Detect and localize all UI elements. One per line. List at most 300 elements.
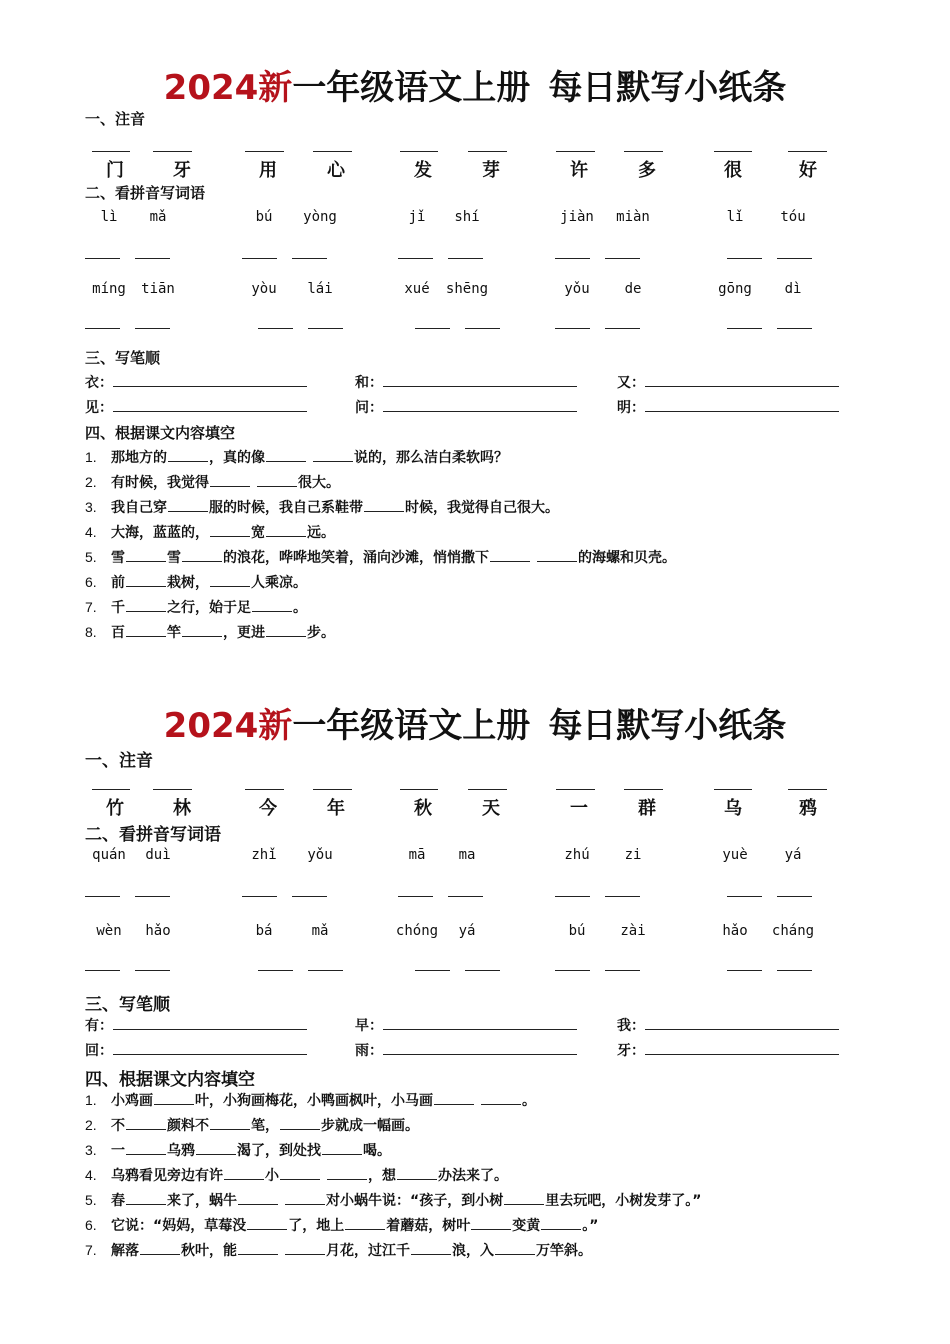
item-number: 1. <box>85 1092 97 1108</box>
item-text: 喝。 <box>363 1143 391 1159</box>
item-text: 步。 <box>307 625 335 641</box>
fill-blank-line[interactable] <box>266 460 306 462</box>
item-text: 笔， <box>251 1118 279 1134</box>
item-number: 6. <box>85 574 97 590</box>
stroke-order-char: 问： <box>355 400 383 416</box>
fill-blank-line[interactable] <box>490 560 530 562</box>
pinyin-syllable: tiān <box>141 281 175 297</box>
pinyin-syllable: mǎ <box>149 209 167 225</box>
word-answer-line[interactable] <box>85 258 120 259</box>
pinyin-answer-line[interactable] <box>714 789 752 790</box>
pinyin-answer-line[interactable] <box>714 151 752 152</box>
fill-blank-line[interactable] <box>322 1153 362 1155</box>
fill-blank-line[interactable] <box>126 1128 166 1130</box>
word-answer-line[interactable] <box>308 328 343 329</box>
item-text: 说的，那么洁白柔软吗？ <box>354 450 508 466</box>
stroke-order-field <box>85 1040 307 1060</box>
fill-blank-item <box>85 447 508 467</box>
fill-blank-line[interactable] <box>210 1128 250 1130</box>
stroke-order-field <box>85 1015 307 1035</box>
word-answer-line[interactable] <box>777 328 812 329</box>
zhuyin-character: 好 <box>799 160 817 181</box>
word-answer-line[interactable] <box>555 896 590 897</box>
fill-blank-item <box>85 522 335 542</box>
pinyin-syllable: zhú <box>564 847 590 863</box>
zhuyin-character: 鸦 <box>799 798 817 819</box>
item-text: 颜料不 <box>167 1118 209 1134</box>
word-answer-line[interactable] <box>85 896 120 897</box>
fill-blank-line[interactable] <box>397 1178 437 1180</box>
fill-blank-line[interactable] <box>280 1128 320 1130</box>
pinyin-syllable: yá <box>458 923 476 939</box>
item-text: ，想 <box>368 1168 396 1184</box>
word-answer-line[interactable] <box>135 258 170 259</box>
word-answer-line[interactable] <box>292 896 327 897</box>
fill-blank-item <box>85 1215 598 1235</box>
item-text: ，真的像 <box>209 450 265 466</box>
stroke-order-char: 雨： <box>355 1043 383 1059</box>
word-answer-line[interactable] <box>448 258 483 259</box>
pinyin-syllable: shēng <box>445 281 489 297</box>
word-answer-line[interactable] <box>777 258 812 259</box>
zhuyin-character: 门 <box>106 160 124 181</box>
stroke-order-field <box>617 397 839 417</box>
fill-blank-line[interactable] <box>126 635 166 637</box>
fill-blank-item <box>85 547 676 567</box>
stroke-order-char: 我： <box>617 1018 645 1034</box>
fill-blank-line[interactable] <box>327 1178 367 1180</box>
stroke-order-char: 明： <box>617 400 645 416</box>
zhuyin-character: 芽 <box>482 160 500 181</box>
fill-blank-line[interactable] <box>196 1153 236 1155</box>
fill-blank-item <box>85 497 559 517</box>
pinyin-syllable: mǎ <box>311 923 329 939</box>
word-answer-line[interactable] <box>258 970 293 971</box>
worksheet-title <box>0 60 950 109</box>
item-text: 之行，始于足 <box>167 600 251 616</box>
fill-blank-line[interactable] <box>266 635 306 637</box>
item-text: 服的时候，我自己系鞋带 <box>209 500 363 516</box>
item-text: 一 <box>111 1143 125 1159</box>
pinyin-answer-line[interactable] <box>788 789 827 790</box>
stroke-order-field <box>355 1040 577 1060</box>
word-answer-line[interactable] <box>308 970 343 971</box>
title-daily-dictation: 每日默写小纸条 <box>548 68 787 108</box>
word-answer-line[interactable] <box>242 258 277 259</box>
stroke-order-field <box>355 1015 577 1035</box>
pinyin-syllable: dì <box>784 281 802 297</box>
pinyin-syllable: zhǐ <box>251 847 277 863</box>
item-text: 步就成一幅画。 <box>321 1118 419 1134</box>
section-stroke-order-label: 三、写笔顺 <box>85 995 170 1015</box>
item-text: 我自己穿 <box>111 500 167 516</box>
stroke-order-answer-line[interactable] <box>113 411 307 412</box>
pinyin-answer-line[interactable] <box>400 151 438 152</box>
pinyin-syllable: bú <box>255 209 273 225</box>
fill-blank-item <box>85 1240 592 1260</box>
item-text: 时候，我觉得自己很大。 <box>405 500 559 516</box>
item-text: 小鸡画 <box>111 1093 153 1109</box>
pinyin-syllable: hǎo <box>145 923 171 939</box>
stroke-order-field <box>617 372 839 392</box>
word-answer-line[interactable] <box>448 896 483 897</box>
pinyin-syllable: ma <box>458 847 476 863</box>
pinyin-syllable: jiàn <box>560 209 594 225</box>
item-text: 乌鸦 <box>167 1143 195 1159</box>
pinyin-syllable: gōng <box>718 281 752 297</box>
fill-blank-line[interactable] <box>126 1203 166 1205</box>
item-text: 小 <box>265 1168 279 1184</box>
item-text: ，更进 <box>223 625 265 641</box>
item-text: 里去玩吧，小树发芽了。” <box>545 1193 702 1209</box>
pinyin-answer-line[interactable] <box>468 789 507 790</box>
word-answer-line[interactable] <box>605 970 640 971</box>
zhuyin-character: 秋 <box>414 798 432 819</box>
pinyin-syllable: miàn <box>616 209 650 225</box>
stroke-order-answer-line[interactable] <box>113 1054 307 1055</box>
fill-blank-line[interactable] <box>140 1253 180 1255</box>
word-answer-line[interactable] <box>555 258 590 259</box>
stroke-order-answer-line[interactable] <box>645 386 839 387</box>
fill-blank-line[interactable] <box>280 1178 320 1180</box>
stroke-order-field <box>617 1015 839 1035</box>
pinyin-answer-line[interactable] <box>245 151 284 152</box>
stroke-order-char: 回： <box>85 1043 113 1059</box>
item-text: 的海螺和贝壳。 <box>578 550 676 566</box>
item-text: 万竿斜。 <box>536 1243 592 1259</box>
section-fill-blank-label: 四、根据课文内容填空 <box>85 1070 255 1090</box>
item-text: 很大。 <box>298 475 340 491</box>
item-number: 6. <box>85 1217 97 1233</box>
zhuyin-character: 用 <box>259 160 277 181</box>
item-text: 竿 <box>167 625 181 641</box>
word-answer-line[interactable] <box>398 258 433 259</box>
zhuyin-character: 发 <box>414 160 432 181</box>
fill-blank-line[interactable] <box>285 1203 325 1205</box>
item-text: 浪，入 <box>452 1243 494 1259</box>
pinyin-answer-line[interactable] <box>468 151 507 152</box>
stroke-order-answer-line[interactable] <box>383 1029 577 1030</box>
stroke-order-char: 又： <box>617 375 645 391</box>
zhuyin-character: 今 <box>259 798 277 819</box>
zhuyin-character: 心 <box>327 160 345 181</box>
pinyin-answer-line[interactable] <box>92 151 130 152</box>
pinyin-syllable: de <box>624 281 642 297</box>
pinyin-answer-line[interactable] <box>788 151 827 152</box>
fill-blank-line[interactable] <box>210 585 250 587</box>
word-answer-line[interactable] <box>727 896 762 897</box>
item-text: 。” <box>582 1218 599 1234</box>
title-year-new: 2024新 <box>163 706 293 746</box>
word-answer-line[interactable] <box>777 970 812 971</box>
item-number: 5. <box>85 1192 97 1208</box>
word-answer-line[interactable] <box>727 258 762 259</box>
pinyin-syllable: zài <box>620 923 646 939</box>
item-text: 乌鸦看见旁边有许 <box>111 1168 223 1184</box>
item-text: 前 <box>111 575 125 591</box>
title-year-new: 2024新 <box>163 68 293 108</box>
word-answer-line[interactable] <box>135 328 170 329</box>
item-text: 人乘凉。 <box>251 575 307 591</box>
item-text: 它说：“妈妈，草莓没 <box>111 1218 247 1234</box>
zhuyin-character: 林 <box>173 798 191 819</box>
zhuyin-character: 很 <box>724 160 742 181</box>
fill-blank-line[interactable] <box>471 1228 511 1230</box>
item-number: 2. <box>85 1117 97 1133</box>
item-text: 叶，小狗画梅花，小鸭画枫叶，小马画 <box>195 1093 433 1109</box>
zhuyin-character: 多 <box>638 160 656 181</box>
fill-blank-line[interactable] <box>210 535 250 537</box>
pinyin-syllable: hǎo <box>722 923 748 939</box>
fill-blank-line[interactable] <box>210 485 250 487</box>
item-text: 有时候，我觉得 <box>111 475 209 491</box>
section-pinyin-words-label: 二、看拼音写词语 <box>85 825 221 845</box>
item-text: 远。 <box>307 525 335 541</box>
stroke-order-answer-line[interactable] <box>383 1054 577 1055</box>
zhuyin-character: 群 <box>638 798 656 819</box>
item-text: 雪 <box>111 550 125 566</box>
pinyin-answer-line[interactable] <box>313 151 352 152</box>
fill-blank-line[interactable] <box>364 510 404 512</box>
pinyin-syllable: lái <box>307 281 333 297</box>
word-answer-line[interactable] <box>605 258 640 259</box>
item-text: 对小蜗牛说：“孩子，到小树 <box>326 1193 504 1209</box>
fill-blank-item <box>85 1115 419 1135</box>
stroke-order-answer-line[interactable] <box>383 411 577 412</box>
fill-blank-item <box>85 1090 536 1110</box>
item-number: 8. <box>85 624 97 640</box>
fill-blank-line[interactable] <box>257 485 297 487</box>
fill-blank-item <box>85 472 340 492</box>
word-answer-line[interactable] <box>465 328 500 329</box>
title-grade-book: 一年级语文上册 <box>292 706 531 746</box>
stroke-order-field <box>617 1040 839 1060</box>
stroke-order-answer-line[interactable] <box>645 1029 839 1030</box>
pinyin-answer-line[interactable] <box>153 151 192 152</box>
item-number: 7. <box>85 599 97 615</box>
item-text: 雪 <box>167 550 181 566</box>
pinyin-syllable: lì <box>100 209 118 225</box>
stroke-order-answer-line[interactable] <box>645 1054 839 1055</box>
item-text: 来了，蜗牛 <box>167 1193 237 1209</box>
stroke-order-char: 早： <box>355 1018 383 1034</box>
pinyin-syllable: míng <box>92 281 126 297</box>
pinyin-syllable: yǒu <box>564 281 590 297</box>
fill-blank-line[interactable] <box>495 1253 535 1255</box>
fill-blank-line[interactable] <box>537 560 577 562</box>
pinyin-syllable: lǐ <box>726 209 744 225</box>
word-answer-line[interactable] <box>85 328 120 329</box>
fill-blank-line[interactable] <box>252 610 292 612</box>
item-text: 办法来了。 <box>438 1168 508 1184</box>
zhuyin-character: 乌 <box>724 798 742 819</box>
pinyin-answer-line[interactable] <box>92 789 130 790</box>
pinyin-syllable: yuè <box>722 847 748 863</box>
pinyin-answer-line[interactable] <box>245 789 284 790</box>
pinyin-syllable: cháng <box>771 923 815 939</box>
item-text: 着蘑菇，树叶 <box>386 1218 471 1234</box>
word-answer-line[interactable] <box>258 328 293 329</box>
pinyin-syllable: shí <box>454 209 480 225</box>
section-zhuyin-label: 一、注音 <box>85 751 153 771</box>
pinyin-syllable: duì <box>145 847 171 863</box>
item-text: 不 <box>111 1118 125 1134</box>
word-answer-line[interactable] <box>415 970 450 971</box>
fill-blank-line[interactable] <box>434 1103 474 1105</box>
section-stroke-order-label: 三、写笔顺 <box>85 349 161 367</box>
pinyin-answer-line[interactable] <box>624 151 663 152</box>
stroke-order-answer-line[interactable] <box>113 386 307 387</box>
fill-blank-item <box>85 597 307 617</box>
item-number: 3. <box>85 1142 97 1158</box>
word-answer-line[interactable] <box>465 970 500 971</box>
item-text: 。 <box>293 600 307 616</box>
word-answer-line[interactable] <box>292 258 327 259</box>
stroke-order-field <box>85 372 307 392</box>
word-answer-line[interactable] <box>85 970 120 971</box>
fill-blank-line[interactable] <box>126 585 166 587</box>
item-text: 栽树， <box>167 575 209 591</box>
stroke-order-char: 牙： <box>617 1043 645 1059</box>
pinyin-syllable: jǐ <box>408 209 426 225</box>
fill-blank-line[interactable] <box>541 1228 581 1230</box>
pinyin-answer-line[interactable] <box>624 789 663 790</box>
fill-blank-line[interactable] <box>224 1178 264 1180</box>
item-number: 7. <box>85 1242 97 1258</box>
item-number: 4. <box>85 524 97 540</box>
pinyin-syllable: bú <box>568 923 586 939</box>
zhuyin-character: 年 <box>327 798 345 819</box>
fill-blank-line[interactable] <box>345 1228 385 1230</box>
zhuyin-character: 牙 <box>173 160 191 181</box>
item-number: 5. <box>85 549 97 565</box>
fill-blank-item <box>85 572 307 592</box>
pinyin-syllable: yǒu <box>307 847 333 863</box>
fill-blank-line[interactable] <box>481 1103 521 1105</box>
item-text: 百 <box>111 625 125 641</box>
fill-blank-item <box>85 1190 701 1210</box>
fill-blank-line[interactable] <box>247 1228 287 1230</box>
pinyin-syllable: tóu <box>780 209 806 225</box>
word-answer-line[interactable] <box>415 328 450 329</box>
section-zhuyin-label: 一、注音 <box>85 110 146 128</box>
fill-blank-line[interactable] <box>168 460 208 462</box>
fill-blank-line[interactable] <box>238 1253 278 1255</box>
stroke-order-field <box>355 372 577 392</box>
item-text: 了，地上 <box>288 1218 345 1234</box>
stroke-order-char: 和： <box>355 375 383 391</box>
pinyin-answer-line[interactable] <box>313 789 352 790</box>
item-number: 1. <box>85 449 97 465</box>
stroke-order-char: 见： <box>85 400 113 416</box>
word-answer-line[interactable] <box>135 896 170 897</box>
word-answer-line[interactable] <box>605 328 640 329</box>
pinyin-syllable: yá <box>784 847 802 863</box>
item-text: 春 <box>111 1193 125 1209</box>
fill-blank-line[interactable] <box>266 535 306 537</box>
pinyin-answer-line[interactable] <box>556 789 595 790</box>
item-text: 渴了，到处找 <box>237 1143 321 1159</box>
item-text: 的浪花，哗哗地笑着，涌向沙滩，悄悄撒下 <box>223 550 489 566</box>
item-text: 解落 <box>111 1243 139 1259</box>
word-answer-line[interactable] <box>727 328 762 329</box>
fill-blank-line[interactable] <box>238 1203 278 1205</box>
item-text: 月花，过江千 <box>326 1243 410 1259</box>
word-answer-line[interactable] <box>605 896 640 897</box>
item-number: 4. <box>85 1167 97 1183</box>
pinyin-syllable: yòu <box>251 281 277 297</box>
zhuyin-character: 许 <box>570 160 588 181</box>
fill-blank-item <box>85 1165 508 1185</box>
fill-blank-line[interactable] <box>411 1253 451 1255</box>
item-text: 大海，蓝蓝的， <box>111 525 209 541</box>
fill-blank-line[interactable] <box>168 510 208 512</box>
word-answer-line[interactable] <box>242 896 277 897</box>
fill-blank-item <box>85 622 335 642</box>
fill-blank-line[interactable] <box>285 1253 325 1255</box>
fill-blank-line[interactable] <box>126 560 166 562</box>
word-answer-line[interactable] <box>777 896 812 897</box>
fill-blank-line[interactable] <box>154 1103 194 1105</box>
pinyin-syllable: xué <box>404 281 430 297</box>
pinyin-answer-line[interactable] <box>400 789 438 790</box>
pinyin-syllable: wèn <box>96 923 122 939</box>
pinyin-syllable: quán <box>92 847 126 863</box>
section-fill-blank-label: 四、根据课文内容填空 <box>85 424 236 442</box>
item-text: 。 <box>522 1093 536 1109</box>
word-answer-line[interactable] <box>727 970 762 971</box>
word-answer-line[interactable] <box>555 328 590 329</box>
item-text: 变黄 <box>512 1218 541 1234</box>
pinyin-syllable: mā <box>408 847 426 863</box>
item-text: 那地方的 <box>111 450 167 466</box>
fill-blank-line[interactable] <box>182 560 222 562</box>
item-text: 千 <box>111 600 125 616</box>
word-answer-line[interactable] <box>135 970 170 971</box>
section-pinyin-words-label: 二、看拼音写词语 <box>85 184 206 202</box>
fill-blank-line[interactable] <box>313 460 353 462</box>
title-daily-dictation: 每日默写小纸条 <box>548 706 787 746</box>
item-number: 2. <box>85 474 97 490</box>
zhuyin-character: 天 <box>482 798 500 819</box>
pinyin-answer-line[interactable] <box>153 789 192 790</box>
item-number: 3. <box>85 499 97 515</box>
stroke-order-answer-line[interactable] <box>113 1029 307 1030</box>
zhuyin-character: 竹 <box>106 798 124 819</box>
fill-blank-line[interactable] <box>126 1153 166 1155</box>
fill-blank-line[interactable] <box>182 635 222 637</box>
word-answer-line[interactable] <box>555 970 590 971</box>
pinyin-syllable: zi <box>624 847 642 863</box>
fill-blank-item <box>85 1140 391 1160</box>
stroke-order-answer-line[interactable] <box>645 411 839 412</box>
stroke-order-field <box>355 397 577 417</box>
stroke-order-char: 衣： <box>85 375 113 391</box>
worksheet-title <box>0 698 950 747</box>
title-grade-book: 一年级语文上册 <box>292 68 531 108</box>
item-text: 宽 <box>251 525 265 541</box>
fill-blank-line[interactable] <box>504 1203 544 1205</box>
stroke-order-answer-line[interactable] <box>383 386 577 387</box>
zhuyin-character: 一 <box>570 798 588 819</box>
fill-blank-line[interactable] <box>126 610 166 612</box>
word-answer-line[interactable] <box>398 896 433 897</box>
pinyin-syllable: chóng <box>395 923 439 939</box>
pinyin-syllable: yòng <box>303 209 337 225</box>
pinyin-answer-line[interactable] <box>556 151 595 152</box>
pinyin-syllable: bá <box>255 923 273 939</box>
item-text: 秋叶，能 <box>181 1243 237 1259</box>
